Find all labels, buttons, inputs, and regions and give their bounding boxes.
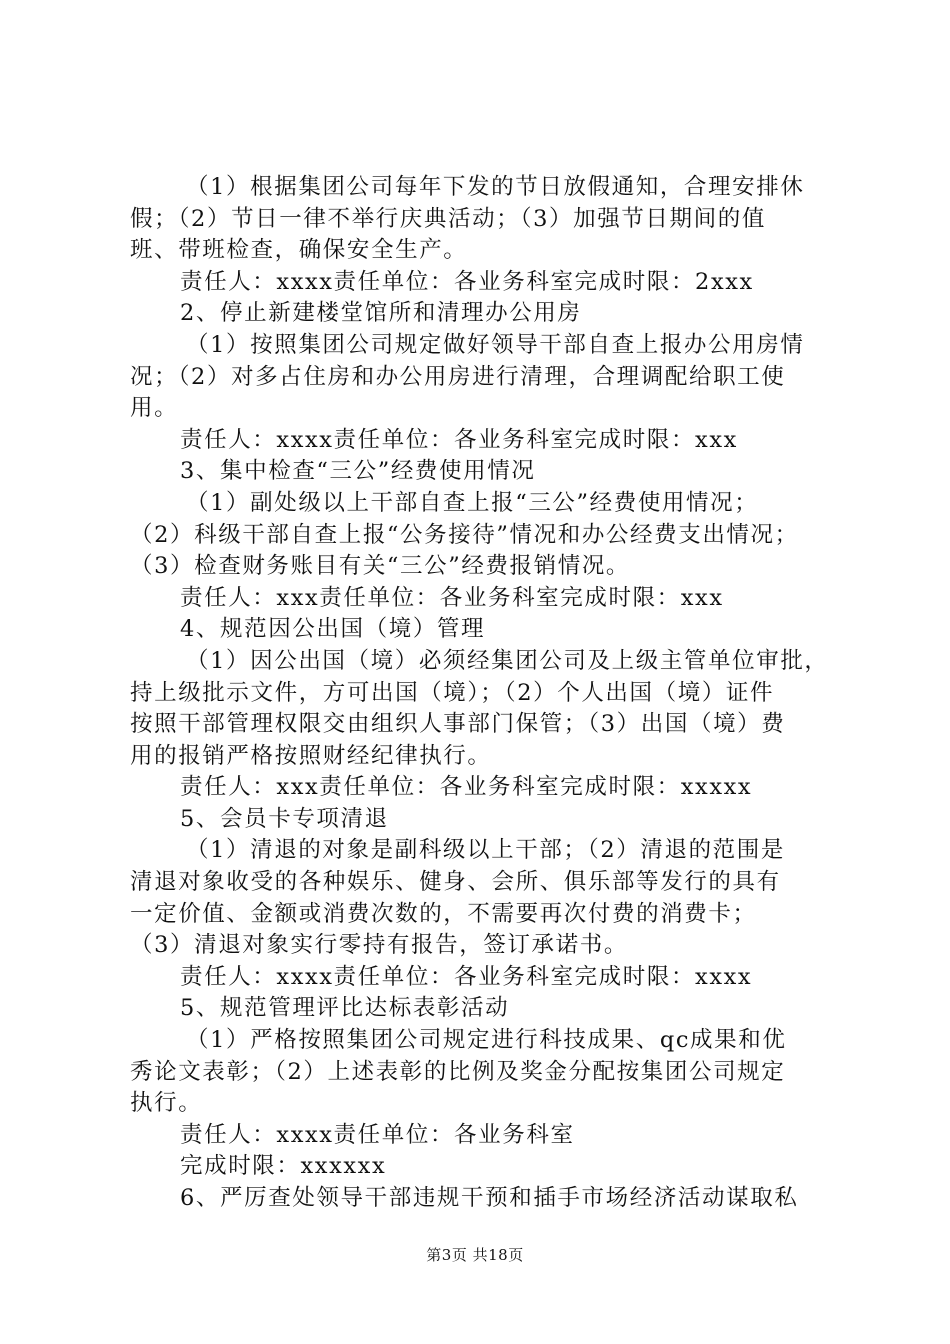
text-line: 责任人：xxxx责任单位：各业务科室完成时限：xxx [180,426,738,453]
text-line: 责任人：xxx责任单位：各业务科室完成时限：xxxxx [180,774,753,801]
text-line: 况；（2）对多占住房和办公用房进行清理，合理调配给职工使 [130,363,786,390]
text-line: 4、规范因公出国（境）管理 [180,616,486,643]
text-line: （1）因公出国（境）必须经集团公司及上级主管单位审批， [186,647,829,674]
text-line: 假；（2）节日一律不举行庆典活动；（3）加强节日期间的值 [130,205,766,232]
text-line: 用的报销严格按照财经纪律执行。 [130,742,492,769]
text-line: 5、规范管理评比达标表彰活动 [180,995,510,1022]
text-line: 执行。 [130,1090,203,1117]
text-line: 按照干部管理权限交由组织人事部门保管；（3）出国（境）费 [130,711,786,738]
text-line: 3、集中检查“三公”经费使用情况 [180,458,536,485]
text-line: （3）检查财务账目有关“三公”经费报销情况。 [130,553,631,580]
text-line: 责任人：xxxx责任单位：各业务科室 [180,1121,575,1148]
document-body [130,172,830,1215]
text-line: （3）清退对象实行零持有报告，签订承诺书。 [130,932,628,959]
text-line: （2）科级干部自查上报“公务接待”情况和办公经费支出情况； [130,521,799,548]
text-line: 一定价值、金额或消费次数的，不需要再次付费的消费卡； [130,900,757,927]
text-line: 秀论文表彰；（2）上述表彰的比例及奖金分配按集团公司规定 [130,1058,786,1085]
text-line: 持上级批示文件，方可出国（境）；（2）个人出国（境）证件 [130,679,775,706]
text-line: 清退对象收受的各种娱乐、健身、会所、俱乐部等发行的具有 [130,869,781,896]
text-line: 完成时限：xxxxxx [180,1153,387,1180]
text-line: 6、严厉查处领导干部违规干预和插手市场经济活动谋取私 [180,1185,799,1211]
text-line: （1）根据集团公司每年下发的节日放假通知，合理安排休 [186,174,805,200]
text-line: 责任人：xxxx责任单位：各业务科室完成时限：xxxx [180,963,753,990]
text-line: 责任人：xxx责任单位：各业务科室完成时限：xxx [180,584,724,611]
text-line: 2、停止新建楼堂馆所和清理办公用房 [180,300,582,327]
page-footer: 第3页 共18页 [426,1246,524,1264]
text-line: 用。 [130,395,179,422]
text-line: （1）严格按照集团公司规定进行科技成果、qc成果和优 [186,1027,787,1054]
text-line: 5、会员卡专项清退 [180,805,389,832]
text-line: （1）清退的对象是副科级以上干部；（2）清退的范围是 [186,837,785,864]
text-line: （1）副处级以上干部自查上报“三公”经费使用情况； [186,489,759,516]
text-line: 责任人：xxxx责任单位：各业务科室完成时限：2xxx [180,268,754,295]
text-line: （1）按照集团公司规定做好领导干部自查上报办公用房情 [186,331,805,358]
text-line: 班、带班检查，确保安全生产。 [130,237,468,264]
